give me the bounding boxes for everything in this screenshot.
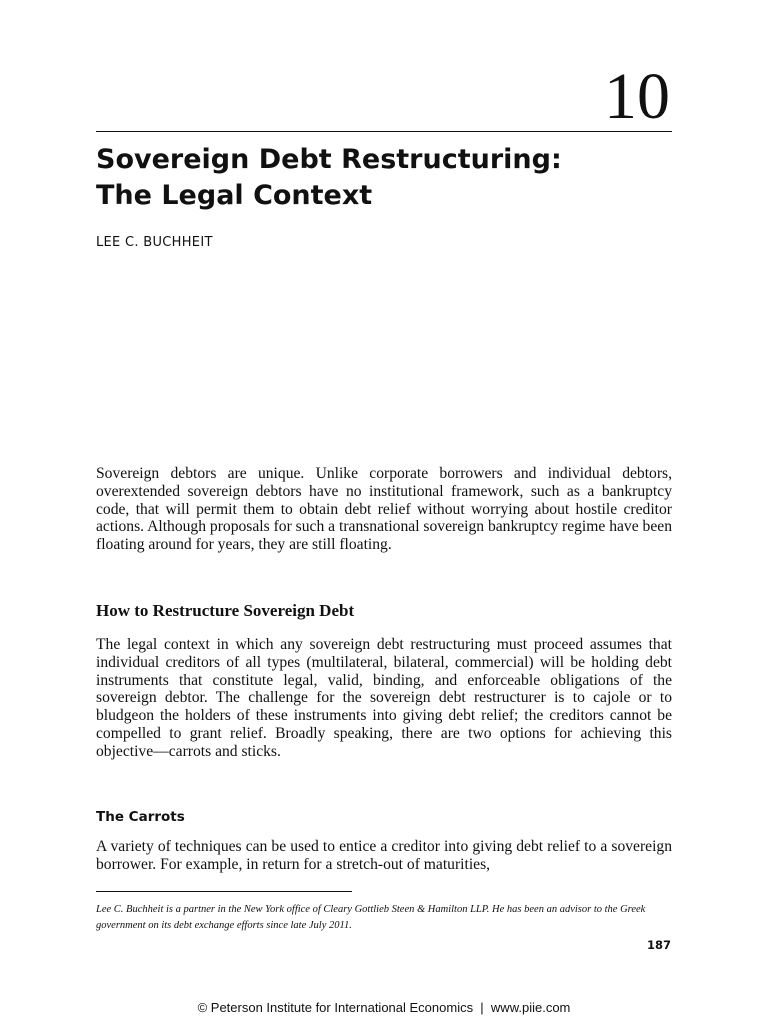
chapter-number: 10 — [604, 60, 670, 133]
subsection-heading-carrots: The Carrots — [96, 809, 185, 825]
title-rule — [96, 131, 672, 132]
chapter-title — [96, 142, 672, 214]
carrots-paragraph: A variety of techniques can be used to entice a creditor into giving debt relief to a sovereign borrower. For example, in return for a stretch-out of maturities, — [96, 838, 672, 873]
footnote-rule — [96, 891, 352, 892]
page-number: 187 — [646, 938, 671, 952]
intro-section — [96, 465, 672, 554]
publisher-footer: © Peterson Institute for International Economics | www.piie.com — [197, 1000, 571, 1015]
carrots-section — [96, 838, 672, 874]
chapter-title-line-2: The Legal Context — [96, 180, 373, 211]
restructure-paragraph: The legal context in which any sovereign debt restructuring must proceed assumes that individual creditors of all types (multilateral, bilateral, commercial) will be holding debt instruments that constitute legal, valid, binding, and enforceable obligations of the sovereign debtor. The challenge for the sovereign debt restructurer is to cajole or to bludgeon the holders of these instruments into giving debt relief; the creditors cannot be compelled to grant relief. Broadly speaking, there are two options for achieving this objective—carrots and sticks. — [96, 636, 672, 760]
intro-paragraph: Sovereign debtors are unique. Unlike corporate borrowers and individual debtors, overextended sovereign debtors have no institutional framework, such as a bankruptcy code, that will permit them to obtain debt relief without worrying about hostile creditor actions. Although proposals for such a transnational sovereign bankruptcy regime have been floating around for years, they are still floating. — [96, 465, 672, 554]
chapter-title-line-1: Sovereign Debt Restructuring: — [96, 144, 562, 175]
author-name: LEE C. BUCHHEIT — [96, 235, 213, 250]
section-heading-restructure: How to Restructure Sovereign Debt — [96, 601, 355, 620]
author-footnote: Lee C. Buchheit is a partner in the New York office of Cleary Gottlieb Steen & Hamilton LLP. He has been an advisor to the Greek government on its debt exchange efforts since late July 2011. — [96, 904, 646, 931]
restructure-section — [96, 636, 672, 761]
